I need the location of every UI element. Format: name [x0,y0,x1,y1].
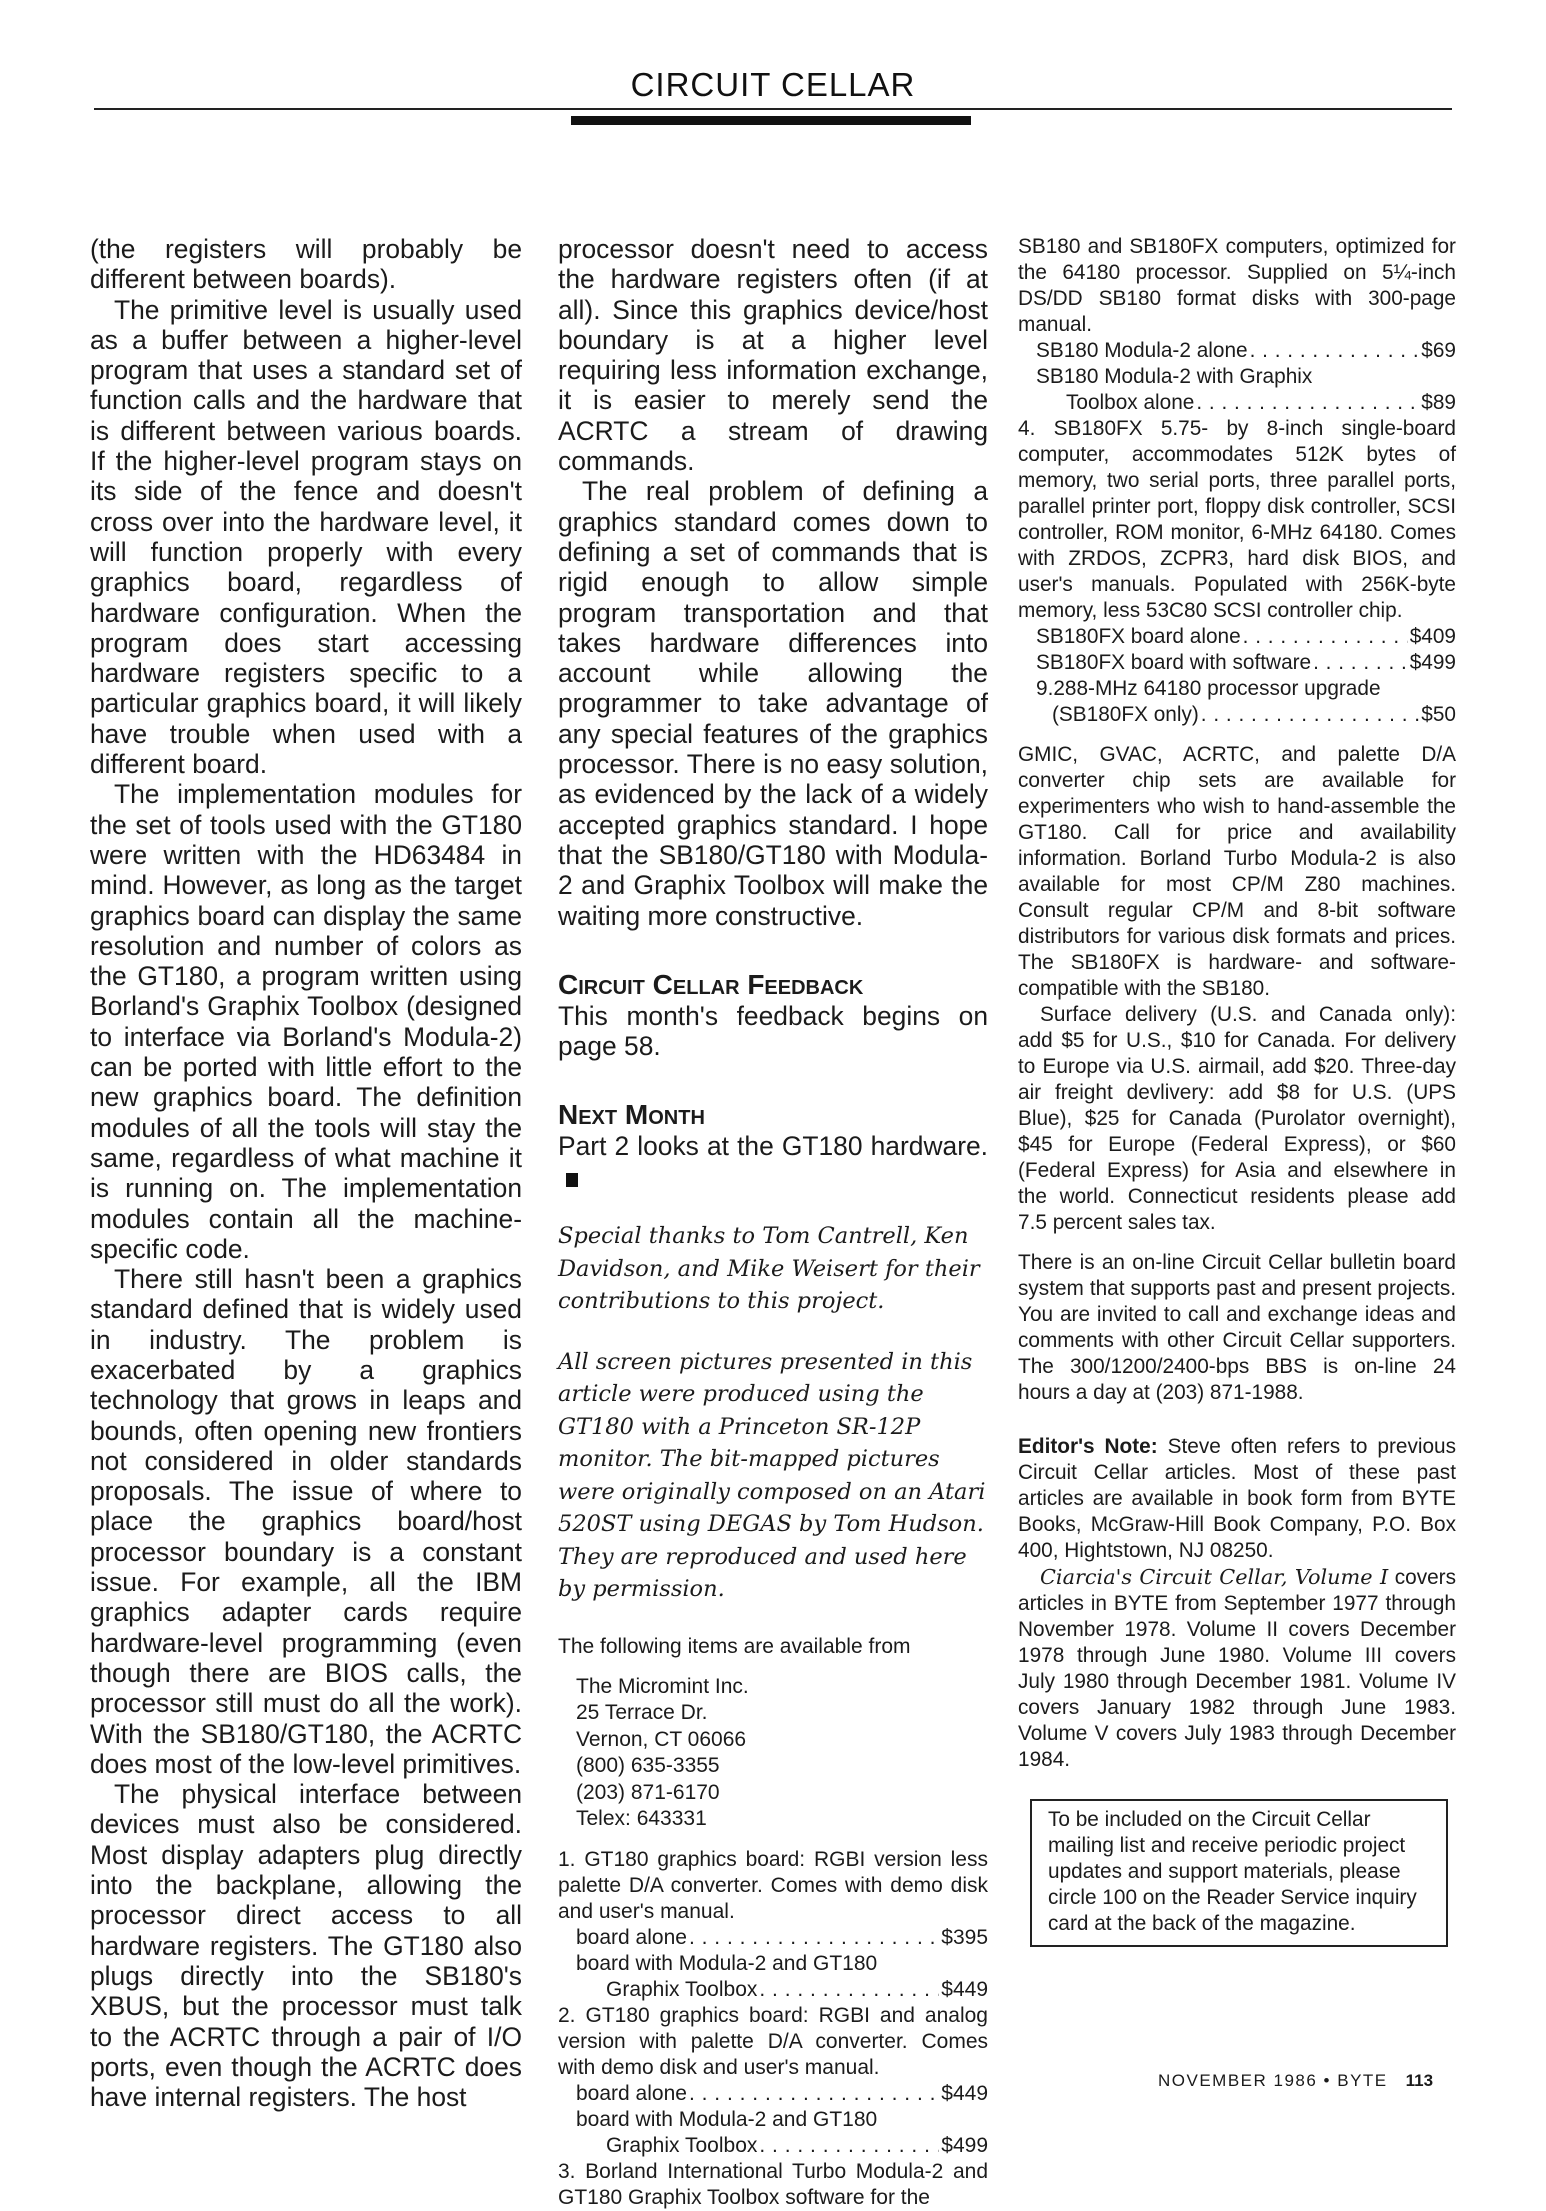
paragraph: Surface delivery (U.S. and Canada only): add $5 for U.S., $10 for Canada. For delivery to Europe via U.S. airmail, add $20. Three-day air freight devlivery: add $8 for U.S. (UPS Blue), $25 for Canada (Purolator overnight), $45 for Europe (Federal Express), or $60 (Federal Express) for Asia and elsewhere in the world. Connecticut residents please add 7.5 percent sales tax. [1018,1003,1456,1234]
paragraph: There still hasn't been a graphics standard defined that is widely used in industry. The problem is exacerbated by a graphics technology that grows in leaps and bounds, often opening new frontiers not considered in older standards proposals. The issue of where to place the graphics board/host processor boundary is a constant issue. For example, all the IBM graphics adapter cards require hardware-level programming (even though there are BIOS calls, the processor still must do all the work). With the SB180/GT180, the ACRTC does most of the low-level primitives. [90,1264,522,1779]
pictures-note: All screen pictures presented in this article were produced using the GT180 with a Princeton SR-12P monitor. The bit-mapped pictures were originally composed on an Atari 520ST using DEGAS by Tom Hudson. They are reproduced and used here by permission. [558,1348,986,1603]
paragraph: (the registers will probably be different between boards). [90,234,522,295]
header-bar [571,116,971,125]
section-title: CIRCUIT CELLAR [630,66,916,103]
mailing-list-box: To be included on the Circuit Cellar mailing list and receive periodic project updates and support materials, please circle 100 on the Reader Service inquiry card at the back of the magazine. [1030,1799,1448,1947]
price-list [558,1847,988,2211]
price-row: board alone . . . $395 [558,1925,988,1951]
address-line: Telex: 643331 [576,1807,707,1831]
price-label: 9.288-MHz 64180 processor upgrade [1036,677,1381,700]
header-rule [94,108,1452,110]
availability-intro: The following items are available from [558,1634,911,1658]
price-label: SB180 Modula-2 with Graphix [1036,365,1313,388]
price-row: Graphix Toolbox . . . $449 [558,1977,988,2003]
column-left [90,234,522,2112]
paragraph: The implementation modules for the set of tools used with the GT180 were written with the HD63484 in mind. However, as long as the target graphics board can display the same resolution and number of colors as the GT180, a program written using Borland's Graphix Toolbox (designed to interface via Borland's Modula-2) can be ported with little effort to the new graphics board. The definition modules of all the tools will stay the same, regardless of what machine it is running on. The implementation modules contain all the machine-specific code. [90,779,522,1264]
editors-note: Editor's Note: Steve often refers to previous Circuit Cellar articles. Most of these past articles are available in book form from BYTE Books, McGraw-Hill Book Company, P.O. Box 400, Hightstown, NJ 08250. [1018,1435,1456,1562]
vendor-address [576,1674,988,1833]
address-line: Vernon, CT 06066 [576,1727,747,1751]
price-label: board with Modula-2 and GT180 [576,1951,878,1975]
end-mark-icon [566,1173,578,1187]
feedback-heading: Circuit Cellar Feedback [558,968,864,1000]
footer-issue: NOVEMBER 1986 • BYTE [1158,2071,1388,2090]
price-row: board alone . . . $449 [558,2081,988,2107]
item-description: SB180 and SB180FX computers, optimized for the 64180 processor. Supplied on 5¼-inch DS/DD SB180 format disks with 300-page manual. [1018,235,1456,336]
paragraph: GMIC, GVAC, ACRTC, and palette D/A converter chip sets are available for experimenters who wish to hand-assemble the GT180. Call for price and availability information. Borland Turbo Modula-2 is also available for most CP/M Z80 machines. Consult regular CP/M and 8-bit software distributors for various disk formats and prices. The SB180FX is hardware- and software-compatible with the SB180. [1018,743,1456,1000]
paragraph: processor doesn't need to access the hardware registers often (if at all). Since this graphics device/host boundary is at a higher level requiring less information exchange, it is easier to merely send the ACRTC a stream of drawing commands. [558,234,988,477]
price-row: SB180FX board alone . . . $409 [1018,624,1456,650]
price-row: Graphix Toolbox . . . $499 [558,2133,988,2159]
item-description: 1. GT180 graphics board: RGBI version less palette D/A converter. Comes with demo disk and user's manual. [558,1847,988,1923]
editors-note-label: Editor's Note: [1018,1435,1158,1458]
item-description: 2. GT180 graphics board: RGBI and analog version with palette D/A converter. Comes with demo disk and user's manual. [558,2003,988,2079]
price-row: (SB180FX only) . . . $50 [1018,702,1456,728]
item-description: 4. SB180FX 5.75- by 8-inch single-board computer, accommodates 512K bytes of memory, two serial ports, three parallel ports, parallel printer port, floppy disk controller, SCSI controller, ROM monitor, 6-MHz 64180. Comes with ZRDOS, ZCPR3, hard disk BIOS, and user's manuals. Populated with 256K-byte memory, less 53C80 SCSI controller chip. [1018,417,1456,622]
price-row: Toolbox alone . . . $89 [1018,390,1456,416]
feedback-text: This month's feedback begins on page 58. [558,1000,988,1062]
price-label: board with Modula-2 and GT180 [576,2107,878,2131]
page-header [94,66,1452,132]
column-right [1018,234,1456,1947]
column-middle [558,234,988,2211]
price-row: SB180FX board with software . . . $499 [1018,650,1456,676]
paragraph: The primitive level is usually used as a buffer between a higher-level program that uses a standard set of function calls and the hardware that is different between various boards. If the higher-level program stays on its side of the fence and doesn't cross over into the hardware level, it will function properly with every graphics board, regardless of hardware configuration. When the program does start accessing hardware registers specific to a particular graphics board, it will likely have trouble when used with a different board. [90,294,522,780]
paragraph: Ciarcia's Circuit Cellar, Volume I covers articles in BYTE from September 1977 through November 1978. Volume II covers December 1978 through June 1980. Volume III covers July 1980 through December 1981. Volume IV covers January 1982 through June 1983. Volume V covers July 1983 through December 1984. [1018,1565,1456,1771]
next-month-heading: Next Month [558,1099,705,1131]
address-line: (203) 871-6170 [576,1780,720,1804]
paragraph: The real problem of defining a graphics standard comes down to defining a set of commands that is rigid enough to allow simple program transportation and that takes hardware differences into account while allowing the programmer to take advantage of any special features of the graphics processor. There is no easy solution, as evidenced by the lack of a widely accepted graphics standard. I hope that the SB180/GT180 with Modula-2 and Graphix Toolbox will make the waiting more constructive. [558,476,988,931]
paragraph: The physical interface between devices must also be considered. Most display adapters plug directly into the backplane, allowing the processor direct access to all hardware registers. The GT180 also plugs directly into the SB180's XBUS, but the processor must talk to the ACRTC through a pair of I/O ports, even though the ACRTC does have internal registers. The host [90,1779,522,2113]
paragraph: There is an on-line Circuit Cellar bulletin board system that supports past and present projects. You are invited to call and exchange ideas and comments with other Circuit Cellar supporters. The 300/1200/2400-bps BBS is on-line 24 hours a day at (203) 871-1988. [1018,1251,1456,1404]
address-line: (800) 635-3355 [576,1754,720,1778]
address-line: The Micromint Inc. [576,1674,749,1698]
page-footer [1158,2071,1458,2091]
thanks-note: Special thanks to Tom Cantrell, Ken Davidson, and Mike Weisert for their contributions to this project. [558,1223,980,1315]
page-number: 113 [1405,2071,1434,2090]
next-month-text: Part 2 looks at the GT180 hardware. [558,1131,988,1192]
address-line: 25 Terrace Dr. [576,1701,708,1725]
price-row: SB180 Modula-2 alone . . . $69 [1018,338,1456,364]
item-description: 3. Borland International Turbo Modula-2 and GT180 Graphix Toolbox software for the [558,2159,988,2209]
